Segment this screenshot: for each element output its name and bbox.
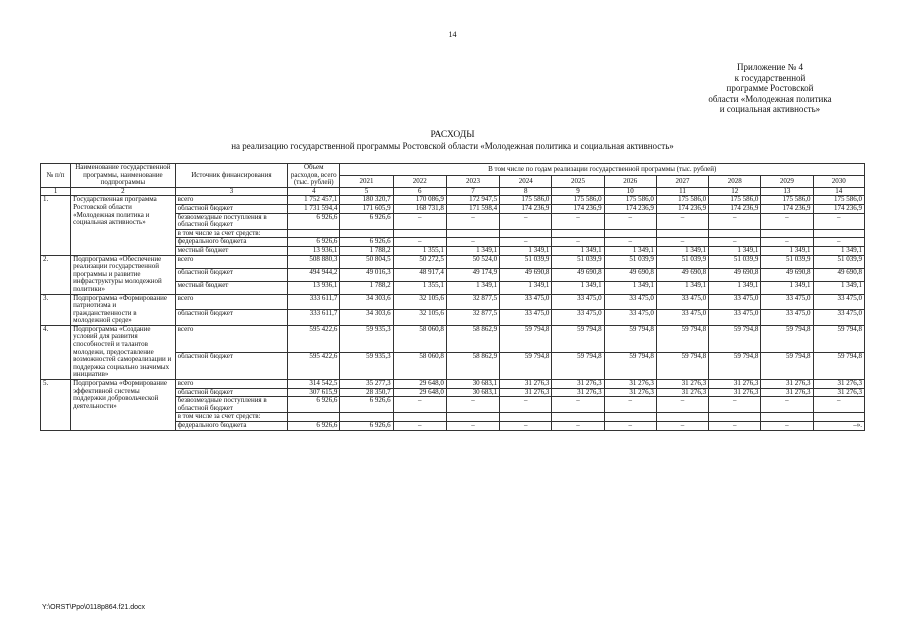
year-value: 31 276,3	[813, 380, 864, 389]
year-value: 58 862,9	[446, 352, 499, 379]
year-value: 180 320,7	[340, 196, 393, 205]
funding-source: местный бюджет	[175, 246, 288, 255]
year-value: 1 788,2	[340, 281, 393, 294]
year-value: 1 349,1	[656, 281, 708, 294]
funding-source: областной бюджет	[175, 310, 288, 326]
year-value: 35 277,3	[340, 380, 393, 389]
year-value: 32 877,5	[446, 294, 499, 310]
year-value: –».	[813, 422, 864, 431]
year-value: 59 794,8	[813, 325, 864, 352]
total-value: 6 926,6	[288, 397, 340, 413]
expenses-table	[40, 163, 865, 431]
total-value: 494 944,2	[288, 268, 340, 281]
year-value: 33 475,0	[761, 310, 813, 326]
year-value: 6 926,6	[340, 238, 393, 247]
year-value: 34 303,6	[340, 294, 393, 310]
year-value: 51 039,9	[656, 255, 708, 268]
year-value	[500, 229, 552, 238]
header-year: 2025	[552, 175, 604, 187]
year-value: 31 276,3	[500, 380, 552, 389]
year-value: 51 039,9	[552, 255, 604, 268]
year-value: 174 236,9	[604, 204, 656, 213]
year-value: 1 788,2	[340, 246, 393, 255]
year-value: 59 935,3	[340, 352, 393, 379]
year-value: –	[446, 422, 499, 431]
year-value: 59 794,8	[656, 352, 708, 379]
year-value: 31 276,3	[709, 388, 761, 397]
year-value: –	[393, 422, 446, 431]
funding-source: областной бюджет	[175, 352, 288, 379]
column-number: 9	[552, 187, 604, 196]
table-row	[41, 380, 865, 389]
year-value: –	[709, 422, 761, 431]
year-value: 49 174,9	[446, 268, 499, 281]
funding-source: федерального бюджета	[175, 422, 288, 431]
year-value	[656, 229, 708, 238]
file-path-footer: Y:\ORST\Ppo\0118p864.f21.docx	[42, 604, 145, 611]
column-number: 11	[656, 187, 708, 196]
year-value: 59 935,3	[340, 325, 393, 352]
column-numbers-row	[41, 187, 865, 196]
year-value: 31 276,3	[656, 388, 708, 397]
year-value	[552, 229, 604, 238]
column-number: 2	[71, 187, 175, 196]
year-value: 1 349,1	[813, 281, 864, 294]
funding-source: всего	[175, 380, 288, 389]
row-number: 2.	[41, 255, 71, 294]
row-number: 1.	[41, 196, 71, 255]
column-number: 12	[709, 187, 761, 196]
year-value: 32 877,5	[446, 310, 499, 326]
year-value: 29 648,0	[393, 388, 446, 397]
year-value: 172 947,5	[446, 196, 499, 205]
total-value: 6 926,6	[288, 238, 340, 247]
year-value: 175 586,0	[604, 196, 656, 205]
total-value	[288, 229, 340, 238]
funding-source: всего	[175, 255, 288, 268]
year-value: –	[761, 238, 813, 247]
year-value: 49 690,8	[761, 268, 813, 281]
header-name: Наименование государственной программы, наименование подпрограммы	[71, 164, 175, 188]
year-value	[446, 413, 499, 422]
total-value: 6 926,6	[288, 422, 340, 431]
year-value: 33 475,0	[813, 310, 864, 326]
year-value: 33 475,0	[552, 310, 604, 326]
year-value: 28 350,7	[340, 388, 393, 397]
header-year: 2028	[709, 175, 761, 187]
year-value: 32 105,6	[393, 294, 446, 310]
year-value: 50 804,5	[340, 255, 393, 268]
funding-source: областной бюджет	[175, 268, 288, 281]
header-source: Источник финансирования	[175, 164, 288, 188]
year-value: –	[761, 397, 813, 413]
year-value: –	[604, 238, 656, 247]
year-value: 1 355,1	[393, 246, 446, 255]
year-value: 59 794,8	[552, 325, 604, 352]
year-value: –	[709, 238, 761, 247]
year-value: –	[446, 238, 499, 247]
header-year: 2021	[340, 175, 393, 187]
year-value: 49 690,8	[500, 268, 552, 281]
year-value: 1 355,1	[393, 281, 446, 294]
year-value	[340, 413, 393, 422]
year-value: 1 349,1	[604, 246, 656, 255]
year-value: 50 272,5	[393, 255, 446, 268]
funding-source: в том числе за счет средств:	[175, 229, 288, 238]
year-value: –	[656, 213, 708, 229]
year-value: 31 276,3	[709, 380, 761, 389]
year-value: 49 690,8	[552, 268, 604, 281]
year-value: 1 349,1	[761, 281, 813, 294]
year-value: –	[709, 213, 761, 229]
year-value: –	[656, 397, 708, 413]
column-number: 5	[340, 187, 393, 196]
year-value: 49 690,8	[656, 268, 708, 281]
year-value: 51 039,9	[709, 255, 761, 268]
funding-source: областной бюджет	[175, 204, 288, 213]
year-value: 1 349,1	[656, 246, 708, 255]
year-value: 170 086,9	[393, 196, 446, 205]
year-value: 6 926,6	[340, 397, 393, 413]
year-value: 175 586,0	[813, 196, 864, 205]
year-value: 31 276,3	[500, 388, 552, 397]
year-value: 31 276,3	[761, 388, 813, 397]
year-value: 49 690,8	[709, 268, 761, 281]
year-value: 33 475,0	[604, 310, 656, 326]
year-value: 31 276,3	[552, 380, 604, 389]
year-value: –	[393, 238, 446, 247]
header-no: № п/п	[41, 164, 71, 188]
year-value: 175 586,0	[656, 196, 708, 205]
year-value: –	[604, 422, 656, 431]
row-number: 5.	[41, 380, 71, 431]
year-value: 6 926,6	[340, 213, 393, 229]
year-value: –	[709, 397, 761, 413]
year-value: 1 349,1	[500, 246, 552, 255]
year-value: 171 605,9	[340, 204, 393, 213]
year-value: 174 236,9	[761, 204, 813, 213]
funding-source: в том числе за счет средств:	[175, 413, 288, 422]
page-number: 14	[448, 30, 457, 39]
year-value	[813, 229, 864, 238]
year-value: 175 586,0	[761, 196, 813, 205]
table-row	[41, 255, 865, 268]
year-value: 49 690,8	[604, 268, 656, 281]
column-number: 1	[41, 187, 71, 196]
year-value: –	[813, 397, 864, 413]
appendix-line: и социальная активность»	[719, 104, 821, 114]
year-value: 31 276,3	[656, 380, 708, 389]
total-value: 333 611,7	[288, 294, 340, 310]
total-value: 595 422,6	[288, 352, 340, 379]
total-value: 1 731 594,4	[288, 204, 340, 213]
year-value: –	[500, 422, 552, 431]
year-value	[393, 229, 446, 238]
header-by-year: В том числе по годам реализации государственной программы (тыс. рублей)	[340, 164, 865, 176]
total-value: 333 611,7	[288, 310, 340, 326]
year-value: 29 648,0	[393, 380, 446, 389]
year-value: 59 794,8	[500, 352, 552, 379]
year-value: 1 349,1	[500, 281, 552, 294]
year-value: –	[393, 397, 446, 413]
funding-source: всего	[175, 196, 288, 205]
year-value: 51 039,9	[500, 255, 552, 268]
year-value: –	[552, 213, 604, 229]
year-value: 33 475,0	[709, 310, 761, 326]
year-value: 58 060,8	[393, 325, 446, 352]
funding-source: местный бюджет	[175, 281, 288, 294]
year-value: 31 276,3	[604, 388, 656, 397]
year-value	[813, 413, 864, 422]
year-value	[761, 229, 813, 238]
year-value	[500, 413, 552, 422]
year-value: 51 039,9	[813, 255, 864, 268]
year-value: –	[552, 397, 604, 413]
appendix-line: области «Молодежная политика	[708, 93, 832, 104]
year-value: 33 475,0	[604, 294, 656, 310]
year-value	[709, 413, 761, 422]
year-value: 175 586,0	[709, 196, 761, 205]
document-title	[40, 130, 865, 151]
year-value: –	[446, 397, 499, 413]
row-number: 3.	[41, 294, 71, 325]
total-value: 13 936,1	[288, 246, 340, 255]
year-value: –	[393, 213, 446, 229]
appendix-line: программе Ростовской	[726, 83, 814, 93]
year-value: 174 236,9	[552, 204, 604, 213]
header-year: 2022	[393, 175, 446, 187]
year-value: –	[552, 238, 604, 247]
year-value: 58 060,8	[393, 352, 446, 379]
year-value: 1 349,1	[709, 246, 761, 255]
year-value: 33 475,0	[500, 294, 552, 310]
year-value: 33 475,0	[500, 310, 552, 326]
year-value: 174 236,9	[656, 204, 708, 213]
header-year: 2029	[761, 175, 813, 187]
year-value: 1 349,1	[446, 281, 499, 294]
header-volume: Объем расходов, всего (тыс. рублей)	[288, 164, 340, 188]
year-value: 31 276,3	[604, 380, 656, 389]
year-value: 33 475,0	[656, 294, 708, 310]
total-value: 1 752 457,1	[288, 196, 340, 205]
program-name: Подпрограмма «Формирование эффективной системы поддержки добровольческой деятельности»	[71, 380, 175, 431]
year-value: 168 731,8	[393, 204, 446, 213]
appendix-line: к государственной	[734, 72, 806, 83]
table-row	[41, 294, 865, 310]
header-year: 2023	[446, 175, 499, 187]
total-value: 13 936,1	[288, 281, 340, 294]
year-value: 1 349,1	[709, 281, 761, 294]
year-value	[604, 413, 656, 422]
year-value: 174 236,9	[709, 204, 761, 213]
year-value: 6 926,6	[340, 422, 393, 431]
column-number: 8	[500, 187, 552, 196]
title-main: РАСХОДЫ	[430, 130, 475, 140]
year-value: –	[500, 397, 552, 413]
year-value	[656, 413, 708, 422]
year-value: 174 236,9	[500, 204, 552, 213]
year-value: 49 016,3	[340, 268, 393, 281]
header-year: 2026	[604, 175, 656, 187]
program-name: Подпрограмма «Создание условий для развития способностей и талантов молодежи, предоставление возможностей самореализации и поддержка социально значимых инициатив»	[71, 325, 175, 379]
table-body	[41, 196, 865, 430]
year-value: 174 236,9	[813, 204, 864, 213]
year-value: 175 586,0	[500, 196, 552, 205]
year-value: –	[813, 213, 864, 229]
year-value	[709, 229, 761, 238]
year-value: 59 794,8	[500, 325, 552, 352]
year-value: –	[604, 397, 656, 413]
year-value: –	[761, 213, 813, 229]
header-year: 2027	[656, 175, 708, 187]
total-value	[288, 413, 340, 422]
year-value: 59 794,8	[709, 325, 761, 352]
year-value: 31 276,3	[813, 388, 864, 397]
year-value: 1 349,1	[552, 246, 604, 255]
total-value: 6 926,6	[288, 213, 340, 229]
title-sub: на реализацию государственной программы Ростовской области «Молодежная политика и социальная активность»	[231, 140, 674, 151]
column-number: 13	[761, 187, 813, 196]
column-number: 4	[288, 187, 340, 196]
year-value: –	[500, 213, 552, 229]
year-value: 1 349,1	[761, 246, 813, 255]
year-value: –	[604, 213, 656, 229]
year-value: –	[813, 238, 864, 247]
year-value: –	[552, 422, 604, 431]
funding-source: безвозмездные поступления в областной бюджет	[175, 397, 288, 413]
program-name: Подпрограмма «Обеспечение реализации государственной программы и развитие инфраструктуры молодежной политики»	[71, 255, 175, 294]
year-value: 59 794,8	[604, 325, 656, 352]
total-value: 595 422,6	[288, 325, 340, 352]
appendix-note	[690, 62, 850, 115]
year-value: 48 917,4	[393, 268, 446, 281]
table-row	[41, 325, 865, 352]
total-value: 508 880,3	[288, 255, 340, 268]
appendix-line: Приложение № 4	[737, 62, 803, 72]
year-value: 1 349,1	[446, 246, 499, 255]
year-value: 1 349,1	[813, 246, 864, 255]
year-value: 1 349,1	[552, 281, 604, 294]
column-number: 10	[604, 187, 656, 196]
row-number: 4.	[41, 325, 71, 379]
year-value: 30 683,1	[446, 380, 499, 389]
year-value: 33 475,0	[656, 310, 708, 326]
year-value: 33 475,0	[761, 294, 813, 310]
year-value: 59 794,8	[761, 325, 813, 352]
year-value: 31 276,3	[761, 380, 813, 389]
total-value: 314 542,5	[288, 380, 340, 389]
year-value: 50 524,0	[446, 255, 499, 268]
column-number: 14	[813, 187, 864, 196]
funding-source: федерального бюджета	[175, 238, 288, 247]
year-value: 51 039,9	[604, 255, 656, 268]
year-value: 33 475,0	[552, 294, 604, 310]
year-value: –	[500, 238, 552, 247]
header-year: 2030	[813, 175, 864, 187]
table-row	[41, 196, 865, 205]
column-number: 3	[175, 187, 288, 196]
year-value	[761, 413, 813, 422]
year-value: 33 475,0	[813, 294, 864, 310]
year-value	[446, 229, 499, 238]
column-number: 6	[393, 187, 446, 196]
year-value: 175 586,0	[552, 196, 604, 205]
year-value	[552, 413, 604, 422]
year-value: 31 276,3	[552, 388, 604, 397]
year-value: 30 683,1	[446, 388, 499, 397]
year-value: –	[446, 213, 499, 229]
program-name: Государственная программа Ростовской области «Молодежная политика и социальная активность»	[71, 196, 175, 255]
year-value: 59 794,8	[604, 352, 656, 379]
funding-source: всего	[175, 294, 288, 310]
funding-source: безвозмездные поступления в областной бюджет	[175, 213, 288, 229]
year-value	[604, 229, 656, 238]
year-value	[340, 229, 393, 238]
year-value: 33 475,0	[709, 294, 761, 310]
year-value: 34 303,6	[340, 310, 393, 326]
column-number: 7	[446, 187, 499, 196]
year-value: –	[656, 238, 708, 247]
year-value: 59 794,8	[813, 352, 864, 379]
header-year: 2024	[500, 175, 552, 187]
year-value: 171 598,4	[446, 204, 499, 213]
funding-source: областной бюджет	[175, 388, 288, 397]
total-value: 307 615,9	[288, 388, 340, 397]
year-value: 59 794,8	[709, 352, 761, 379]
year-value: 59 794,8	[656, 325, 708, 352]
year-value: –	[656, 422, 708, 431]
year-value: 59 794,8	[552, 352, 604, 379]
year-value: –	[761, 422, 813, 431]
year-value: 58 862,9	[446, 325, 499, 352]
program-name: Подпрограмма «Формирование патриотизма и гражданственности в молодежной среде»	[71, 294, 175, 325]
year-value: 1 349,1	[604, 281, 656, 294]
funding-source: всего	[175, 325, 288, 352]
year-value: 49 690,8	[813, 268, 864, 281]
year-value: 59 794,8	[761, 352, 813, 379]
year-value: 32 105,6	[393, 310, 446, 326]
year-value: 51 039,9	[761, 255, 813, 268]
year-value	[393, 413, 446, 422]
